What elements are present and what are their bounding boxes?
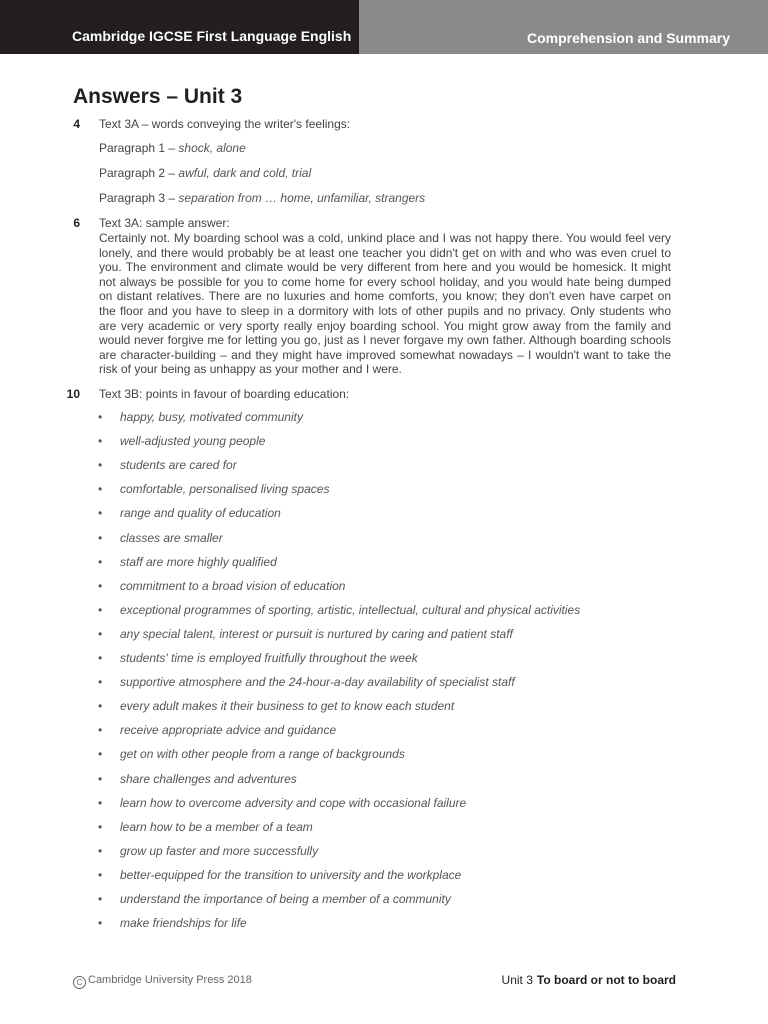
copyright-icon: C	[73, 976, 86, 989]
paragraph-words: awful, dark and cold, trial	[178, 166, 312, 180]
question-number: 10	[66, 387, 80, 401]
bullet-icon: •	[98, 771, 103, 786]
paragraph-label: Paragraph 3 –	[99, 191, 179, 205]
bullet-icon: •	[98, 458, 103, 473]
list-item-text: well-adjusted young people	[120, 434, 266, 449]
unit-title: To board or not to board	[536, 973, 676, 987]
bullet-icon: •	[98, 651, 103, 665]
list-item-text: students are cared for	[120, 458, 237, 473]
list-item-text: understand the importance of being a member of a community	[120, 892, 451, 906]
page-title: Answers – Unit 3	[73, 85, 243, 108]
list-item-text: receive appropriate advice and guidance	[120, 723, 337, 738]
question-number: 6	[73, 216, 80, 230]
header-right-bar	[359, 0, 768, 54]
list-item-text: share challenges and adventures	[120, 771, 297, 786]
list-item-text: range and quality of education	[120, 506, 281, 521]
sample-answer-paragraph: Certainly not. My boarding school was a cold, unkind place and I was not happy there. You would feel very lonely, and there would probably be at least one teacher you didn't get on with and who was even cruel to you. The environment and climate would be very different from here and you would be homesick. It might not always be possible for you to come home for every school holiday, and you would hate being dumped on distant relatives. There are no luxuries and home comforts, you know; they don't even have carpet on the floor and you have to sleep in a dormitory with lots of other pupils and no privacy. Only students who are very academic or very sporty really enjoy boarding school. You might grow away from the family and would never forgive me for letting you go, just as I never forgave my own father. Although boarding schools are character-building – and they might have improved somewhat nowadays – I wouldn't want to take the risk of your being as unhappy as your mother and I were.	[99, 231, 671, 377]
paragraph-answer	[99, 166, 311, 180]
list-item-text: staff are more highly qualified	[120, 554, 277, 569]
list-item-text: grow up faster and more successfully	[120, 843, 319, 858]
header-left-bar	[0, 0, 359, 54]
bullet-icon: •	[98, 867, 103, 882]
paragraph-label: Paragraph 2 –	[99, 166, 179, 180]
paragraph-words: shock, alone	[178, 141, 246, 155]
bullet-icon: •	[98, 747, 103, 762]
list-item-text: learn how to overcome adversity and cope with occasional failure	[120, 795, 467, 810]
footer-copyright	[73, 974, 252, 989]
bullet-icon: •	[98, 675, 103, 690]
bullet-icon: •	[98, 410, 103, 424]
list-item-text: supportive atmosphere and the 24-hour-a-day availability of specialist staff	[120, 675, 515, 690]
list-item-text: comfortable, personalised living spaces	[120, 482, 330, 497]
question-intro: Text 3B: points in favour of boarding education:	[99, 387, 350, 401]
question-number: 4	[73, 117, 80, 131]
bullet-icon: •	[98, 843, 103, 858]
list-item-text: learn how to be a member of a team	[120, 819, 313, 834]
list-item-text: make friendships for life	[120, 916, 247, 931]
bullet-icon: •	[98, 892, 103, 906]
paragraph-answer	[99, 141, 246, 155]
bullet-icon: •	[98, 795, 103, 810]
bullet-icon: •	[98, 819, 103, 834]
bullet-icon: •	[98, 578, 103, 593]
bullet-icon: •	[98, 506, 103, 521]
book-title: Cambridge IGCSE First Language English	[72, 28, 352, 44]
bullet-icon: •	[98, 554, 103, 569]
list-item-text: students' time is employed fruitfully throughout the week	[120, 651, 418, 665]
copyright-text: Cambridge University Press 2018	[88, 974, 252, 986]
question-intro: Text 3A: sample answer:	[99, 216, 230, 230]
question-intro: Text 3A – words conveying the writer's feelings:	[99, 117, 351, 131]
unit-number: Unit 3	[501, 973, 533, 987]
bullet-icon: •	[98, 482, 103, 497]
paragraph-label: Paragraph 1 –	[99, 141, 179, 155]
list-item-text: every adult makes it their business to get to know each student	[120, 699, 455, 714]
bullet-icon: •	[98, 699, 103, 714]
list-item-text: commitment to a broad vision of education	[120, 578, 346, 593]
list-item-text: exceptional programmes of sporting, artistic, intellectual, cultural and physical activities	[120, 602, 581, 617]
list-item-text: classes are smaller	[120, 530, 223, 545]
bullet-icon: •	[98, 602, 103, 617]
bullet-icon: •	[98, 723, 103, 738]
bullet-icon: •	[98, 916, 103, 931]
bullet-icon: •	[98, 434, 103, 449]
list-item-text: better-equipped for the transition to university and the workplace	[120, 867, 462, 882]
paragraph-words: separation from … home, unfamiliar, strangers	[178, 191, 426, 205]
bullet-icon: •	[98, 530, 103, 545]
footer-unit	[502, 973, 676, 987]
bullet-icon: •	[98, 626, 103, 641]
list-item-text: happy, busy, motivated community	[120, 410, 303, 424]
section-title: Comprehension and Summary	[526, 30, 730, 46]
list-item-text: get on with other people from a range of backgrounds	[120, 747, 405, 762]
paragraph-answer	[99, 191, 425, 205]
list-item-text: any special talent, interest or pursuit is nurtured by caring and patient staff	[120, 626, 513, 641]
